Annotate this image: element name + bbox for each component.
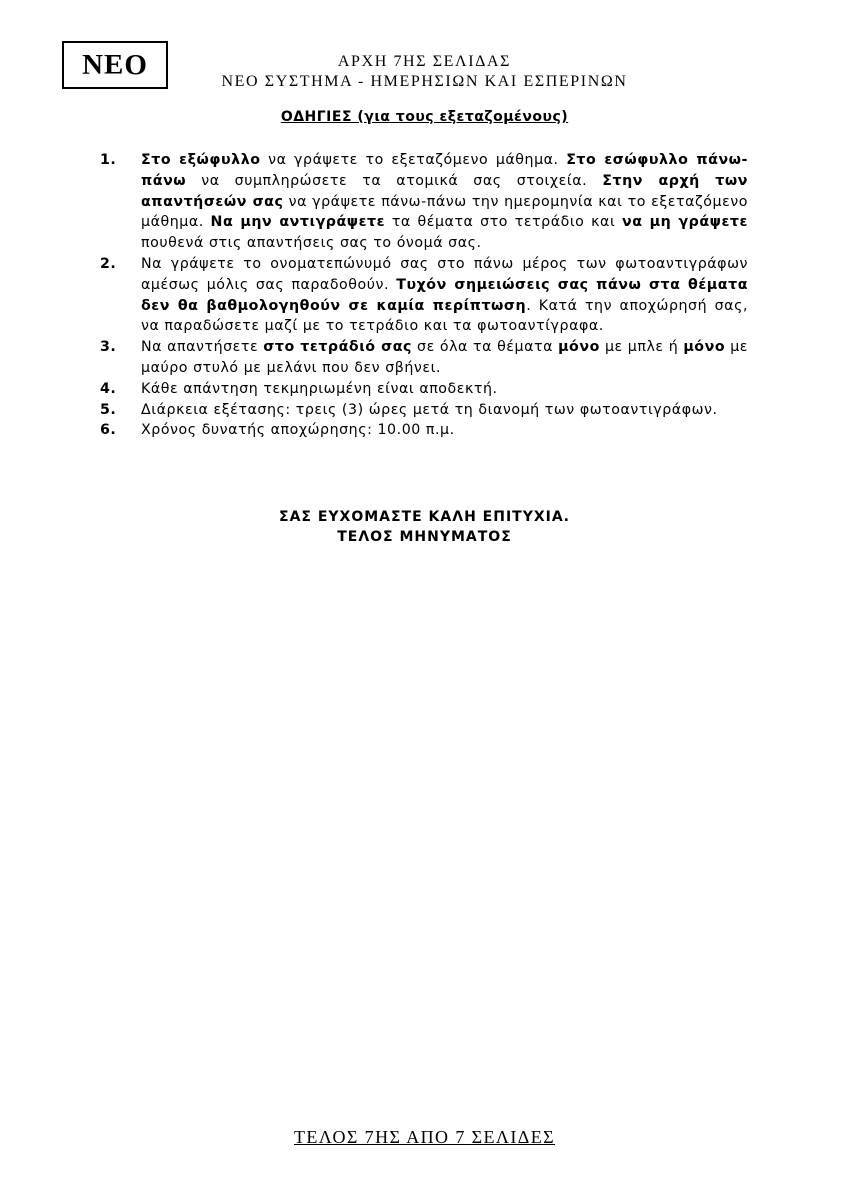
instruction-number: 6. bbox=[100, 422, 117, 439]
page-header bbox=[200, 52, 649, 92]
instruction-number: 5. bbox=[100, 401, 117, 418]
instruction-segment: να γράψετε πάνω-πάνω την ημερομηνία και το εξεταζόμενο μάθημα. bbox=[141, 193, 749, 231]
instruction-segment: να συμπληρώσετε τα ατομικά σας στοιχεία. bbox=[186, 172, 603, 189]
instruction-item bbox=[100, 337, 748, 379]
instruction-segment: Να γράψετε το ονοματεπώνυμό σας στο πάνω μέρος των φωτοαντιγράφων αμέσως μόλις σας παραδοθούν. bbox=[141, 255, 748, 293]
instruction-segment: Κάθε απάντηση τεκμηριωμένη είναι αποδεκτή. bbox=[141, 380, 498, 397]
instructions-title: ΟΔΗΓΙΕΣ (για τους εξεταζομένους) bbox=[280, 109, 569, 125]
instruction-number: 4. bbox=[100, 380, 117, 397]
closing-wish: ΣΑΣ ΕΥΧΟΜΑΣΤΕ ΚΑΛΗ ΕΠΙΤΥΧΙΑ. bbox=[279, 509, 570, 525]
instruction-item bbox=[100, 254, 748, 337]
instruction-segment: με μπλε ή bbox=[599, 339, 684, 356]
instruction-segment: να γράψετε το εξεταζόμενο μάθημα. bbox=[260, 152, 567, 168]
instruction-number: 2. bbox=[100, 255, 117, 272]
instruction-emphasis: να μη γράψετε bbox=[622, 214, 748, 231]
page-footer: ΤΕΛΟΣ 7ΗΣ ΑΠΟ 7 ΣΕΛΙΔΕΣ bbox=[293, 1127, 556, 1147]
instruction-emphasis: στο τετράδιό σας bbox=[263, 339, 412, 356]
instruction-item bbox=[100, 420, 748, 441]
instruction-text bbox=[141, 400, 748, 421]
instruction-segment: Διάρκεια εξέτασης: τρεις (3) ώρες μετά τη διανομή των φωτοαντιγράφων. bbox=[141, 401, 718, 418]
closing-message bbox=[0, 507, 849, 547]
instruction-item bbox=[100, 400, 748, 421]
instruction-text bbox=[141, 337, 748, 379]
closing-end-message: ΤΕΛΟΣ ΜΗΝΥΜΑΤΟΣ bbox=[337, 529, 512, 545]
instruction-segment: με μαύρο στυλό με μελάνι που δεν σβήνει. bbox=[141, 339, 748, 376]
instruction-segment: πουθενά στις απαντήσεις σας το όνομά σας. bbox=[141, 235, 482, 252]
instruction-text bbox=[141, 420, 748, 441]
instruction-emphasis: Να μην αντιγράψετε bbox=[210, 214, 386, 231]
instruction-text bbox=[141, 150, 748, 254]
instruction-emphasis: Τυχόν σημειώσεις σας πάνω στα θέματα δεν θα βαθμολογηθούν σε καμία περίπτωση bbox=[141, 276, 748, 314]
instruction-emphasis: μόνο bbox=[558, 339, 600, 356]
instruction-emphasis: μόνο bbox=[683, 339, 726, 356]
instruction-number: 3. bbox=[100, 339, 117, 356]
instruction-segment: Χρόνος δυνατής αποχώρησης: 10.00 π.μ. bbox=[141, 422, 455, 439]
instruction-number: 1. bbox=[100, 152, 117, 168]
header-page-start: ΑΡΧΗ 7ΗΣ ΣΕΛΙΔΑΣ bbox=[337, 53, 512, 70]
header-system: ΝΕΟ ΣΥΣΤΗΜΑ - ΗΜΕΡΗΣΙΩΝ ΚΑΙ ΕΣΠΕΡΙΝΩΝ bbox=[221, 73, 628, 90]
instructions-list bbox=[100, 150, 748, 441]
instruction-item bbox=[100, 150, 748, 254]
instruction-text bbox=[141, 254, 748, 337]
neo-badge: ΝΕΟ bbox=[62, 41, 168, 89]
instruction-segment: . Κατά την αποχώρησή σας, να παραδώσετε μαζί με το τετράδιο και τα φωτοαντίγραφα. bbox=[141, 297, 749, 335]
instruction-segment: τα θέματα στο τετράδιο και bbox=[385, 214, 623, 231]
instruction-emphasis: Στο εσώφυλλο πάνω-πάνω bbox=[141, 152, 748, 189]
instruction-segment: Να απαντήσετε bbox=[141, 339, 264, 356]
instruction-emphasis: Στο εξώφυλλο bbox=[141, 152, 261, 168]
instruction-item bbox=[100, 379, 748, 400]
instruction-segment: σε όλα τα θέματα bbox=[411, 339, 559, 356]
instruction-emphasis: Στην αρχή των απαντήσεών σας bbox=[141, 172, 748, 210]
instruction-text bbox=[141, 379, 748, 400]
